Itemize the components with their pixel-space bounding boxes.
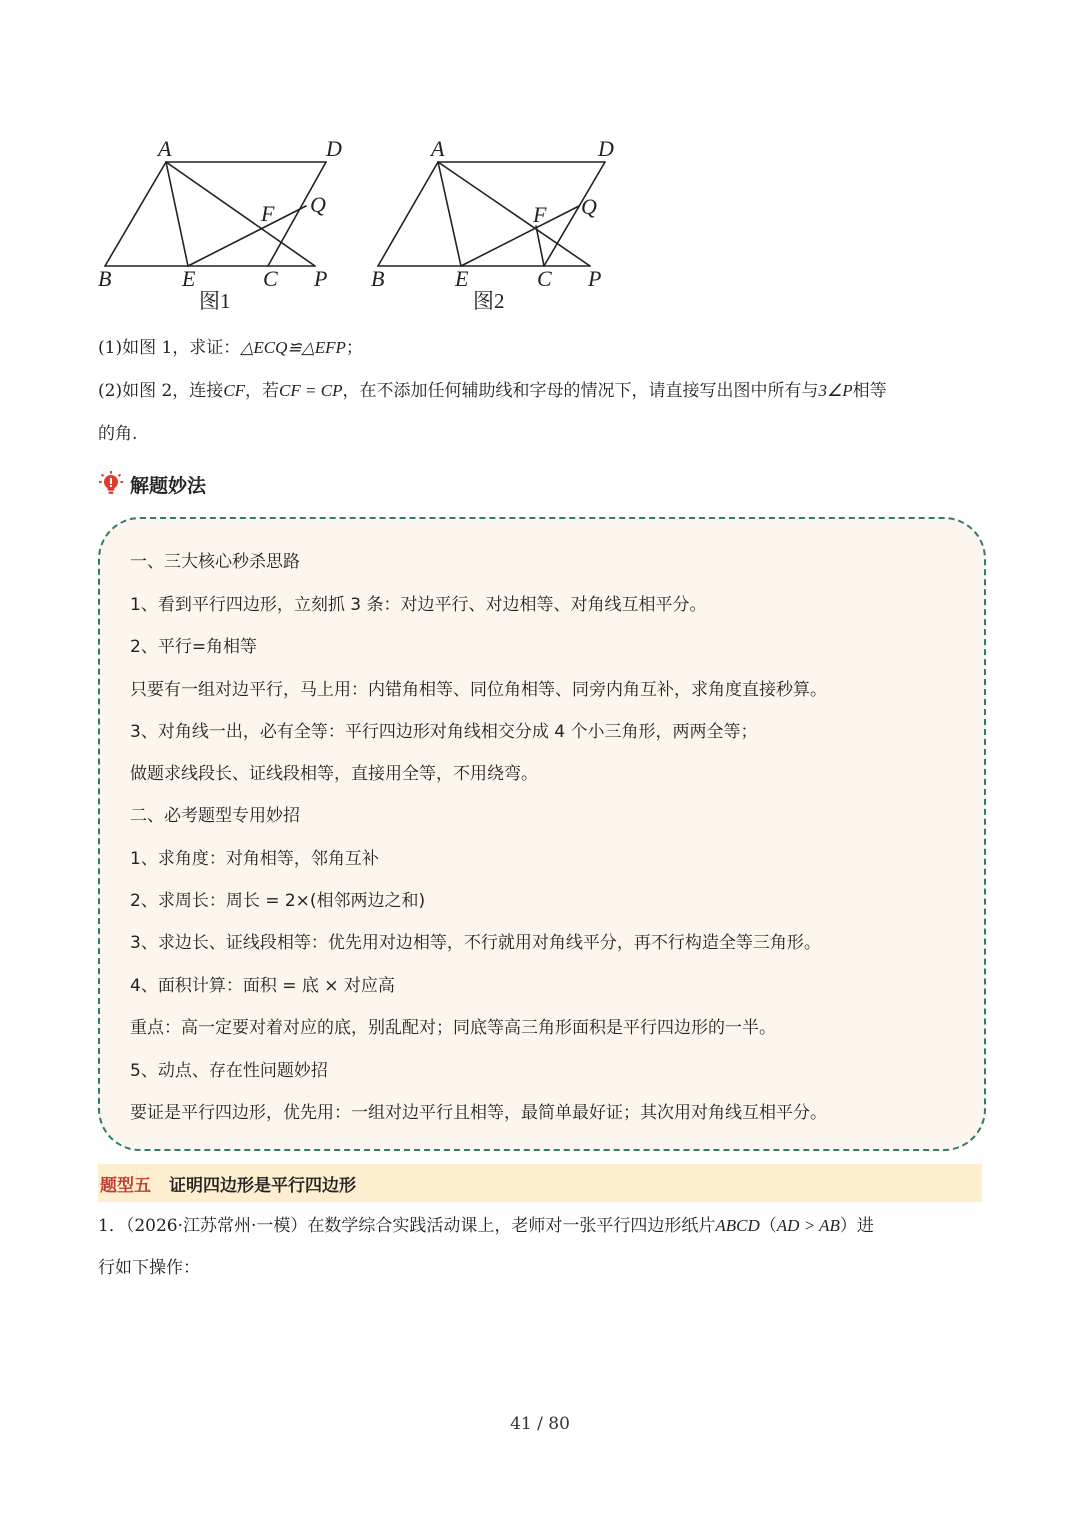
section-band — [98, 1164, 982, 1202]
question-1 — [98, 337, 363, 359]
question-1-math: △ECQ≌△EFP — [240, 338, 346, 357]
question-2-text-2: ，若 — [245, 381, 280, 401]
figure-2 — [369, 130, 629, 320]
question-2-math-2: CF = CP — [279, 381, 343, 400]
label-A: A — [431, 136, 445, 161]
label-P: P — [588, 266, 602, 291]
line-ba — [105, 162, 166, 266]
method-line: 二、必考题型专用妙招 — [130, 806, 300, 826]
problem-1-number: 1． — [98, 1216, 126, 1236]
label-D: D — [326, 136, 342, 161]
question-2 — [98, 380, 887, 402]
figure-1 — [96, 130, 346, 320]
section-tag: 题型五 — [100, 1175, 151, 1196]
method-line: 3、求边长、证线段相等：优先用对边相等，不行就用对角线平分，再不行构造全等三角形。 — [130, 933, 821, 953]
line-ap — [166, 162, 315, 266]
label-C: C — [537, 266, 552, 291]
question-2-text-4: 相等 — [852, 381, 887, 401]
problem-1-line-2: 行如下操作： — [98, 1258, 200, 1278]
method-line: 一、三大核心秒杀思路 — [130, 552, 300, 572]
line-eq — [188, 206, 306, 266]
problem-1-math-1: ABCD — [715, 1216, 760, 1235]
line-ap — [438, 162, 590, 266]
question-2-line-2: 的角. — [98, 424, 138, 444]
method-title: 解题妙法 — [130, 474, 207, 497]
method-line: 2、求周长：周长 = 2×(相邻两边之和) — [130, 891, 426, 911]
page-number: 41 / 80 — [510, 1414, 570, 1434]
method-line: 5、动点、存在性问题妙招 — [130, 1061, 328, 1081]
problem-1 — [98, 1215, 874, 1237]
label-D: D — [598, 136, 614, 161]
question-2-text-3: ，在不添加任何辅助线和字母的情况下，请直接写出图中所有与 — [342, 381, 819, 401]
line-ba — [378, 162, 438, 266]
question-2-text-1: (2)如图 2，连接 — [98, 381, 224, 401]
question-2-math-3: 3∠P — [818, 381, 853, 400]
line-ae — [166, 162, 188, 266]
label-A: A — [158, 136, 172, 161]
method-line: 重点：高一定要对着对应的底，别乱配对；同底等高三角形面积是平行四边形的一半。 — [130, 1018, 776, 1038]
method-line: 1、求角度：对角相等，邻角互补 — [130, 849, 379, 869]
question-2-math-1: CF — [223, 381, 246, 400]
question-1-suffix: ； — [345, 338, 363, 358]
method-heading — [98, 470, 206, 498]
method-line: 做题求线段长、证线段相等，直接用全等，不用绕弯。 — [130, 764, 538, 784]
problem-1-math-2: AD > AB — [776, 1216, 840, 1235]
method-line: 2、平行=角相等 — [130, 637, 258, 657]
label-E: E — [455, 266, 469, 291]
label-E: E — [182, 266, 196, 291]
label-F: F — [261, 201, 275, 226]
label-C: C — [263, 266, 278, 291]
figure-2-diagram — [369, 130, 629, 320]
problem-1-text-2: （ — [759, 1216, 777, 1236]
problem-1-text-1: （2026·江苏常州·一模）在数学综合实践活动课上，老师对一张平行四边形纸片 — [125, 1216, 716, 1236]
method-line: 4、面积计算：面积 = 底 × 对应高 — [130, 976, 395, 996]
section-title: 证明四边形是平行四边形 — [169, 1175, 356, 1196]
method-line: 要证是平行四边形，优先用：一组对边平行且相等，最简单最好证；其次用对角线互相平分。 — [130, 1103, 827, 1123]
method-line: 3、对角线一出，必有全等：平行四边形对角线相交分成 4 个小三角形，两两全等； — [130, 722, 758, 742]
label-Q: Q — [310, 192, 326, 217]
problem-1-text-3: ）进 — [839, 1216, 874, 1236]
method-line: 1、看到平行四边形，立刻抓 3 条：对边平行、对边相等、对角线互相平分。 — [130, 595, 707, 615]
label-F: F — [533, 202, 547, 227]
line-ae — [438, 162, 461, 266]
label-Q: Q — [581, 194, 597, 219]
label-B: B — [371, 266, 385, 291]
method-line: 只要有一组对边平行，马上用：内错角相等、同位角相等、同旁内角互补，求角度直接秒算。 — [130, 680, 827, 700]
lightbulb-icon — [98, 471, 124, 497]
label-B: B — [98, 266, 112, 291]
figure-2-caption: 图2 — [473, 289, 505, 313]
question-1-prefix: (1)如图 1，求证： — [98, 338, 241, 358]
figure-1-caption: 图1 — [199, 289, 231, 313]
figure-1-diagram — [96, 130, 346, 320]
label-P: P — [314, 266, 328, 291]
